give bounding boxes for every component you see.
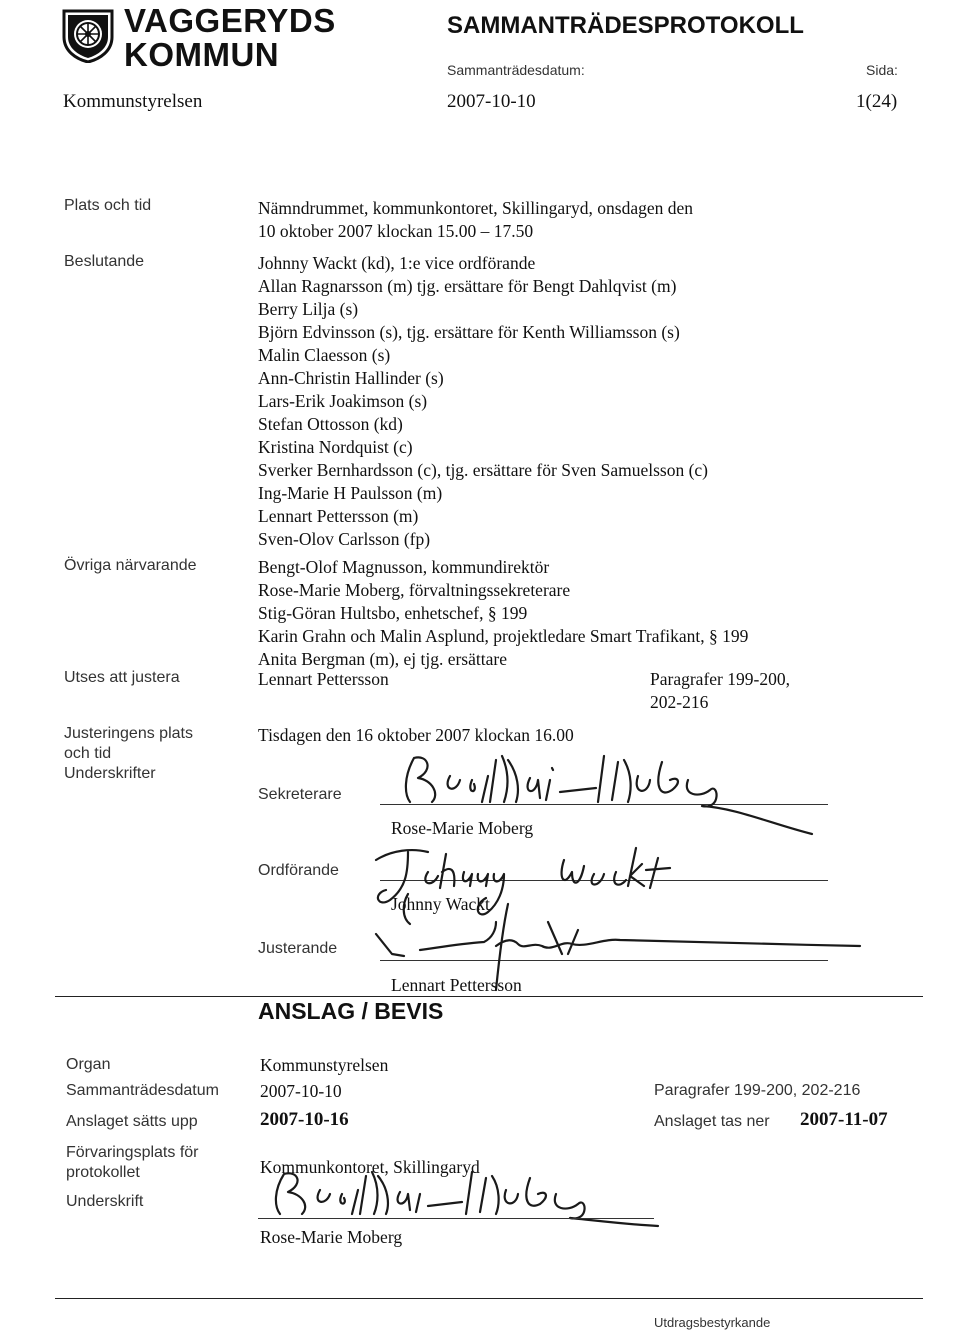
adjust-place-value: Tisdagen den 16 oktober 2007 klockan 16.00 — [258, 725, 574, 745]
org-name-line1: VAGGERYDS — [124, 2, 336, 39]
adjuster-sign-label: Justerande — [258, 940, 338, 957]
list-item: Sverker Bernhardsson (c), tjg. ersättare för Sven Samuelsson (c) — [258, 460, 709, 480]
place-line-1: Nämndrummet, kommunkontoret, Skillingaryd, onsdagen den — [258, 198, 694, 218]
meeting-date: 2007-10-10 — [447, 91, 536, 112]
storage-label: Förvaringsplats för — [66, 1144, 199, 1161]
notice-signature-line — [258, 1218, 654, 1219]
adjuster-label: Utses att justera — [64, 669, 180, 686]
paragraphs-line-1: Paragrafer 199-200, — [650, 669, 790, 689]
removed-label: Anslaget tas ner — [654, 1113, 770, 1130]
list-item: Berry Lilja (s) — [258, 299, 359, 319]
list-item: Johnny Wackt (kd), 1:e vice ordförande — [258, 253, 536, 273]
committee-name: Kommunstyrelsen — [63, 91, 203, 112]
list-item: Allan Ragnarsson (m) tjg. ersättare för Bengt Dahlqvist (m) — [258, 276, 677, 296]
notice-paragraphs: Paragrafer 199-200, 202-216 — [654, 1082, 861, 1099]
chair-label: Ordförande — [258, 862, 339, 879]
organ-value: Kommunstyrelsen — [260, 1055, 389, 1075]
municipal-logo — [60, 7, 116, 63]
adjust-place-label: Justeringens plats — [64, 725, 193, 742]
posted-date: 2007-10-16 — [260, 1109, 349, 1130]
secretary-label: Sekreterare — [258, 786, 342, 803]
list-item: Ing-Marie H Paulsson (m) — [258, 483, 443, 503]
list-item: Björn Edvinsson (s), tjg. ersättare för Kenth Williamsson (s) — [258, 322, 680, 342]
list-item: Lennart Pettersson (m) — [258, 506, 419, 526]
storage-value: Kommunkontoret, Skillingaryd — [260, 1157, 480, 1177]
notice-date-label: Sammanträdesdatum — [66, 1082, 219, 1099]
place-line-2: 10 oktober 2007 klockan 15.00 – 17.50 — [258, 221, 534, 241]
list-item: Ann-Christin Hallinder (s) — [258, 368, 444, 388]
posted-label: Anslaget sätts upp — [66, 1113, 198, 1130]
others-present-list — [258, 556, 748, 671]
place-time-label: Plats och tid — [64, 197, 152, 214]
notice-signature — [262, 1166, 662, 1226]
deciding-label: Beslutande — [64, 253, 145, 270]
list-item: Kristina Nordquist (c) — [258, 437, 413, 457]
secretary-signature — [392, 750, 812, 810]
others-present-label: Övriga närvarande — [64, 557, 197, 574]
notice-signature-label: Underskrift — [66, 1193, 144, 1210]
list-item: Karin Grahn och Malin Asplund, projektledare Smart Trafikant, § 199 — [258, 626, 749, 646]
notice-date-value: 2007-10-10 — [260, 1081, 342, 1101]
list-item: Sven-Olov Carlsson (fp) — [258, 529, 431, 549]
removed-date: 2007-11-07 — [800, 1109, 888, 1130]
notice-signer: Rose-Marie Moberg — [260, 1227, 403, 1247]
deciding-members-list — [258, 252, 708, 551]
adjuster-name: Lennart Pettersson — [258, 669, 389, 689]
meeting-date-label: Sammanträdesdatum: — [447, 62, 585, 78]
chair-name: Johnny Wackt — [391, 894, 490, 914]
adjust-place-label-2: och tid — [64, 745, 112, 762]
adjuster-sign-name: Lennart Pettersson — [391, 975, 522, 995]
organ-label: Organ — [66, 1056, 111, 1073]
footer-divider — [55, 1298, 923, 1299]
page-number: 1(24) — [856, 91, 898, 112]
document-title: SAMMANTRÄDESPROTOKOLL — [447, 12, 804, 39]
certification-label: Utdragsbestyrkande — [654, 1315, 771, 1330]
list-item: Malin Claesson (s) — [258, 345, 391, 365]
page-label: Sida: — [866, 62, 898, 78]
section-divider — [55, 996, 923, 997]
list-item: Anita Bergman (m), ej tjg. ersättare — [258, 649, 507, 669]
signatures-label: Underskrifter — [64, 765, 156, 782]
list-item: Bengt-Olof Magnusson, kommundirektör — [258, 557, 550, 577]
org-name-line2: KOMMUN — [124, 36, 280, 73]
paragraphs-line-2: 202-216 — [650, 692, 709, 712]
list-item: Stig-Göran Hultsbo, enhetschef, § 199 — [258, 603, 528, 623]
list-item: Stefan Ottosson (kd) — [258, 414, 403, 434]
secretary-name: Rose-Marie Moberg — [391, 818, 534, 838]
list-item: Rose-Marie Moberg, förvaltningssekreterare — [258, 580, 571, 600]
storage-label-2: protokollet — [66, 1164, 140, 1181]
notice-title: ANSLAG / BEVIS — [258, 998, 444, 1024]
list-item: Lars-Erik Joakimson (s) — [258, 391, 428, 411]
